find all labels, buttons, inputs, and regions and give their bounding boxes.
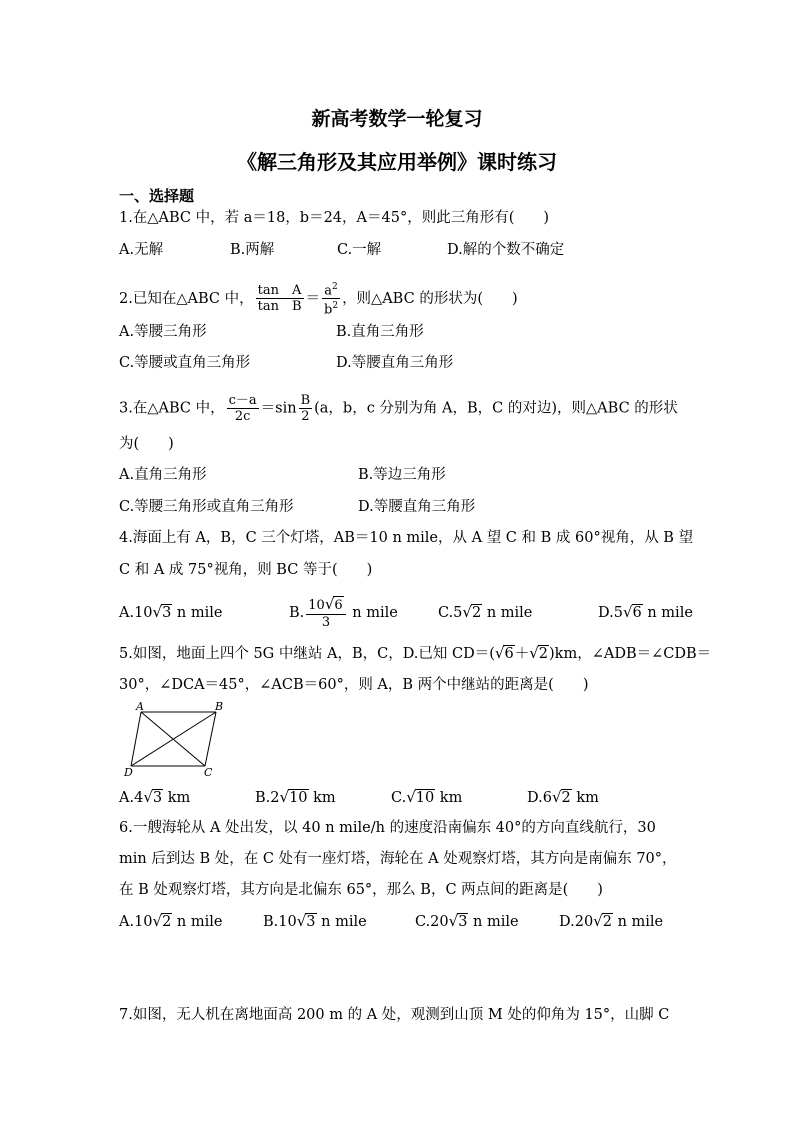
q2-frac2-den: b <box>324 302 333 318</box>
q6-b-radicand: 3 <box>306 914 316 930</box>
q3-sin-fraction <box>299 393 313 424</box>
q3-sin-den: 2 <box>301 409 310 424</box>
q6-option-a: A.10√2 n mile <box>119 912 223 930</box>
question-4-line2: C 和 A 成 75°视角，则 BC 等于( ) <box>119 562 373 578</box>
q5-radicand-1: 6 <box>504 646 514 662</box>
q5-c-unit: km <box>435 790 463 806</box>
q6-c-unit: n mile <box>468 914 519 930</box>
q5-plus: ＋ <box>514 646 530 662</box>
q4-b-unit: n mile <box>347 605 398 621</box>
q2-suffix: ，则△ABC 的形状为( ) <box>342 290 518 307</box>
q6-d-unit: n mile <box>612 914 664 930</box>
q2-option-a: A.等腰三角形 <box>119 324 207 340</box>
q4-a-unit: n mile <box>172 605 223 621</box>
q4-b-den: 3 <box>321 615 331 630</box>
q5-diagonal-db <box>131 712 216 766</box>
q4-d-unit: n mile <box>642 605 693 621</box>
q5-edge-da <box>131 712 141 766</box>
q4-b-label: B. <box>289 605 305 621</box>
q5-c-radicand: 10 <box>415 790 435 806</box>
question-4-line1: 4.海面上有 A，B，C 三个灯塔，AB＝10 n mile，从 A 望 C 和 B 成 60°视角，从 B 望 <box>119 530 694 546</box>
q5-d-coef: D.6 <box>527 790 552 806</box>
q5-d-unit: km <box>571 790 599 806</box>
q4-b-fraction: $\frac{10√6}{3}$ <box>306 596 345 630</box>
q5-b-radicand: 10 <box>289 790 308 806</box>
q2-fraction-ab: $\frac{a^2}{b^2}$ <box>324 282 339 318</box>
question-6-line3: 在 B 处观察灯塔，其方向是北偏东 65°，那么 B，C 两点间的距离是( ) <box>119 882 603 898</box>
q5-line1-post: )km，∠ADB＝∠CDB＝ <box>549 646 712 662</box>
q6-a-unit: n mile <box>172 914 223 930</box>
q6-option-d: D.20√2 n mile <box>559 912 664 930</box>
question-6-line1: 6.一艘海轮从 A 处出发，以 40 n mile/h 的速度沿南偏东 40°的方向直线航行，30 <box>119 820 656 836</box>
question-2-text <box>119 280 518 318</box>
q4-a-radicand: 3 <box>162 605 172 621</box>
q5-option-b: B.2√10 km <box>255 788 336 806</box>
q5-option-c: C.√10 km <box>391 788 463 806</box>
q3-option-c: C.等腰三角形或直角三角形 <box>119 499 294 515</box>
q5-c-label: C. <box>391 790 407 806</box>
q3-fraction <box>227 393 259 424</box>
q3-frac-num: c－a <box>228 393 257 408</box>
q2-equals: ＝ <box>305 290 320 307</box>
q6-option-c: C.20√3 n mile <box>415 912 519 930</box>
q4-option-b <box>289 596 398 630</box>
q5-a-unit: km <box>163 790 191 806</box>
section-heading: 一、选择题 <box>119 187 195 205</box>
q4-a-coef: A.10 <box>119 605 153 621</box>
question-1-text: 1.在△ABC 中，若 a＝18，b＝24，A＝45°，则此三角形有( ) <box>119 210 550 226</box>
q2-option-c: C.等腰或直角三角形 <box>119 355 251 371</box>
q5-b-unit: km <box>308 790 336 806</box>
question-6-line2: min 后到达 B 处，在 C 处有一座灯塔，海轮在 A 处观察灯塔，其方向是南偏东 70°， <box>119 851 677 867</box>
q5-line1-pre: 5.如图，地面上四个 5G 中继站 A，B，C，D.已知 CD＝( <box>119 646 495 662</box>
question-3-text <box>119 393 678 424</box>
question-5-line1: 5.如图，地面上四个 5G 中继站 A，B，C，D.已知 CD＝(√6＋√2)km，∠ADB＝∠CDB＝ <box>119 644 712 662</box>
q3-option-d: D.等腰直角三角形 <box>358 499 476 515</box>
q5-label-a: A <box>136 700 144 713</box>
q5-radicand-2: 2 <box>538 646 548 662</box>
q4-c-unit: n mile <box>482 605 533 621</box>
q4-b-num: 10 <box>308 598 325 613</box>
q6-b-coef: B.10 <box>263 914 297 930</box>
q4-c-coef: C.5 <box>438 605 463 621</box>
q5-a-radicand: 3 <box>152 790 163 806</box>
q4-option-c: C.5√2 n mile <box>438 603 533 621</box>
q5-option-d: D.6√2 km <box>527 788 599 806</box>
q2-frac-den: tan B <box>257 299 302 315</box>
question-7-line1: 7.如图，无人机在离地面高 200 m 的 A 处，观测到山顶 M 处的仰角为 15°，山脚 C <box>119 1007 670 1023</box>
page-title: 新高考数学一轮复习 <box>311 108 483 130</box>
q5-d-radicand: 2 <box>561 790 571 806</box>
q4-option-a: A.10√3 n mile <box>119 603 223 621</box>
q6-b-unit: n mile <box>316 914 367 930</box>
q5-label-c: C <box>204 766 213 779</box>
q5-edge-bc <box>205 712 216 766</box>
q4-c-radicand: 2 <box>471 605 482 621</box>
q5-option-a: A.4√3 km <box>119 788 191 806</box>
q2-option-b: B.直角三角形 <box>336 324 424 340</box>
q5-label-b: B <box>215 700 224 713</box>
q2-frac2-num: a <box>324 283 333 299</box>
q6-option-b: B.10√3 n mile <box>263 912 367 930</box>
q2-frac-num: tan A <box>256 283 304 299</box>
question-5-line2: 30°，∠DCA＝45°，∠ACB＝60°，则 A，B 两个中继站的距离是( ) <box>119 677 589 693</box>
q5-b-coef: B.2 <box>255 790 280 806</box>
q2-option-d: D.等腰直角三角形 <box>336 355 454 371</box>
q3-suffix: (a，b，c 分别为角 A，B，C 的对边)，则△ABC 的形状 <box>314 400 678 417</box>
q3-sin: ＝sin <box>260 400 297 417</box>
q6-a-radicand: 2 <box>162 914 172 930</box>
q3-prefix: 3.在△ABC 中， <box>119 400 225 417</box>
q1-option-d: D.解的个数不确定 <box>447 242 565 258</box>
q3-sin-num: B <box>300 393 311 408</box>
q2-prefix: 2.已知在△ABC 中， <box>119 290 254 307</box>
q6-a-coef: A.10 <box>119 914 153 930</box>
q1-option-a: A.无解 <box>119 242 164 258</box>
page-subtitle: 《解三角形及其应用举例》课时练习 <box>237 150 557 174</box>
question-3-line2: 为( ) <box>119 436 174 452</box>
q2-fraction-tan <box>256 283 304 314</box>
q3-frac-den: 2c <box>234 409 251 424</box>
q4-b-radicand: 6 <box>334 598 343 613</box>
q4-option-d: D.5√6 n mile <box>598 603 693 621</box>
q5-a-coef: A.4 <box>119 790 144 806</box>
q6-d-radicand: 2 <box>602 914 612 930</box>
q4-d-radicand: 6 <box>632 605 642 621</box>
q3-option-b: B.等边三角形 <box>358 467 446 483</box>
q4-d-coef: D.5 <box>598 605 623 621</box>
q6-d-coef: D.20 <box>559 914 594 930</box>
q1-option-c: C.一解 <box>337 242 382 258</box>
q5-quadrilateral-figure <box>119 700 229 780</box>
q3-option-a: A.直角三角形 <box>119 467 207 483</box>
q5-label-d: D <box>124 766 133 779</box>
q1-option-b: B.两解 <box>230 242 275 258</box>
q6-c-coef: C.20 <box>415 914 449 930</box>
q6-c-radicand: 3 <box>458 914 468 930</box>
